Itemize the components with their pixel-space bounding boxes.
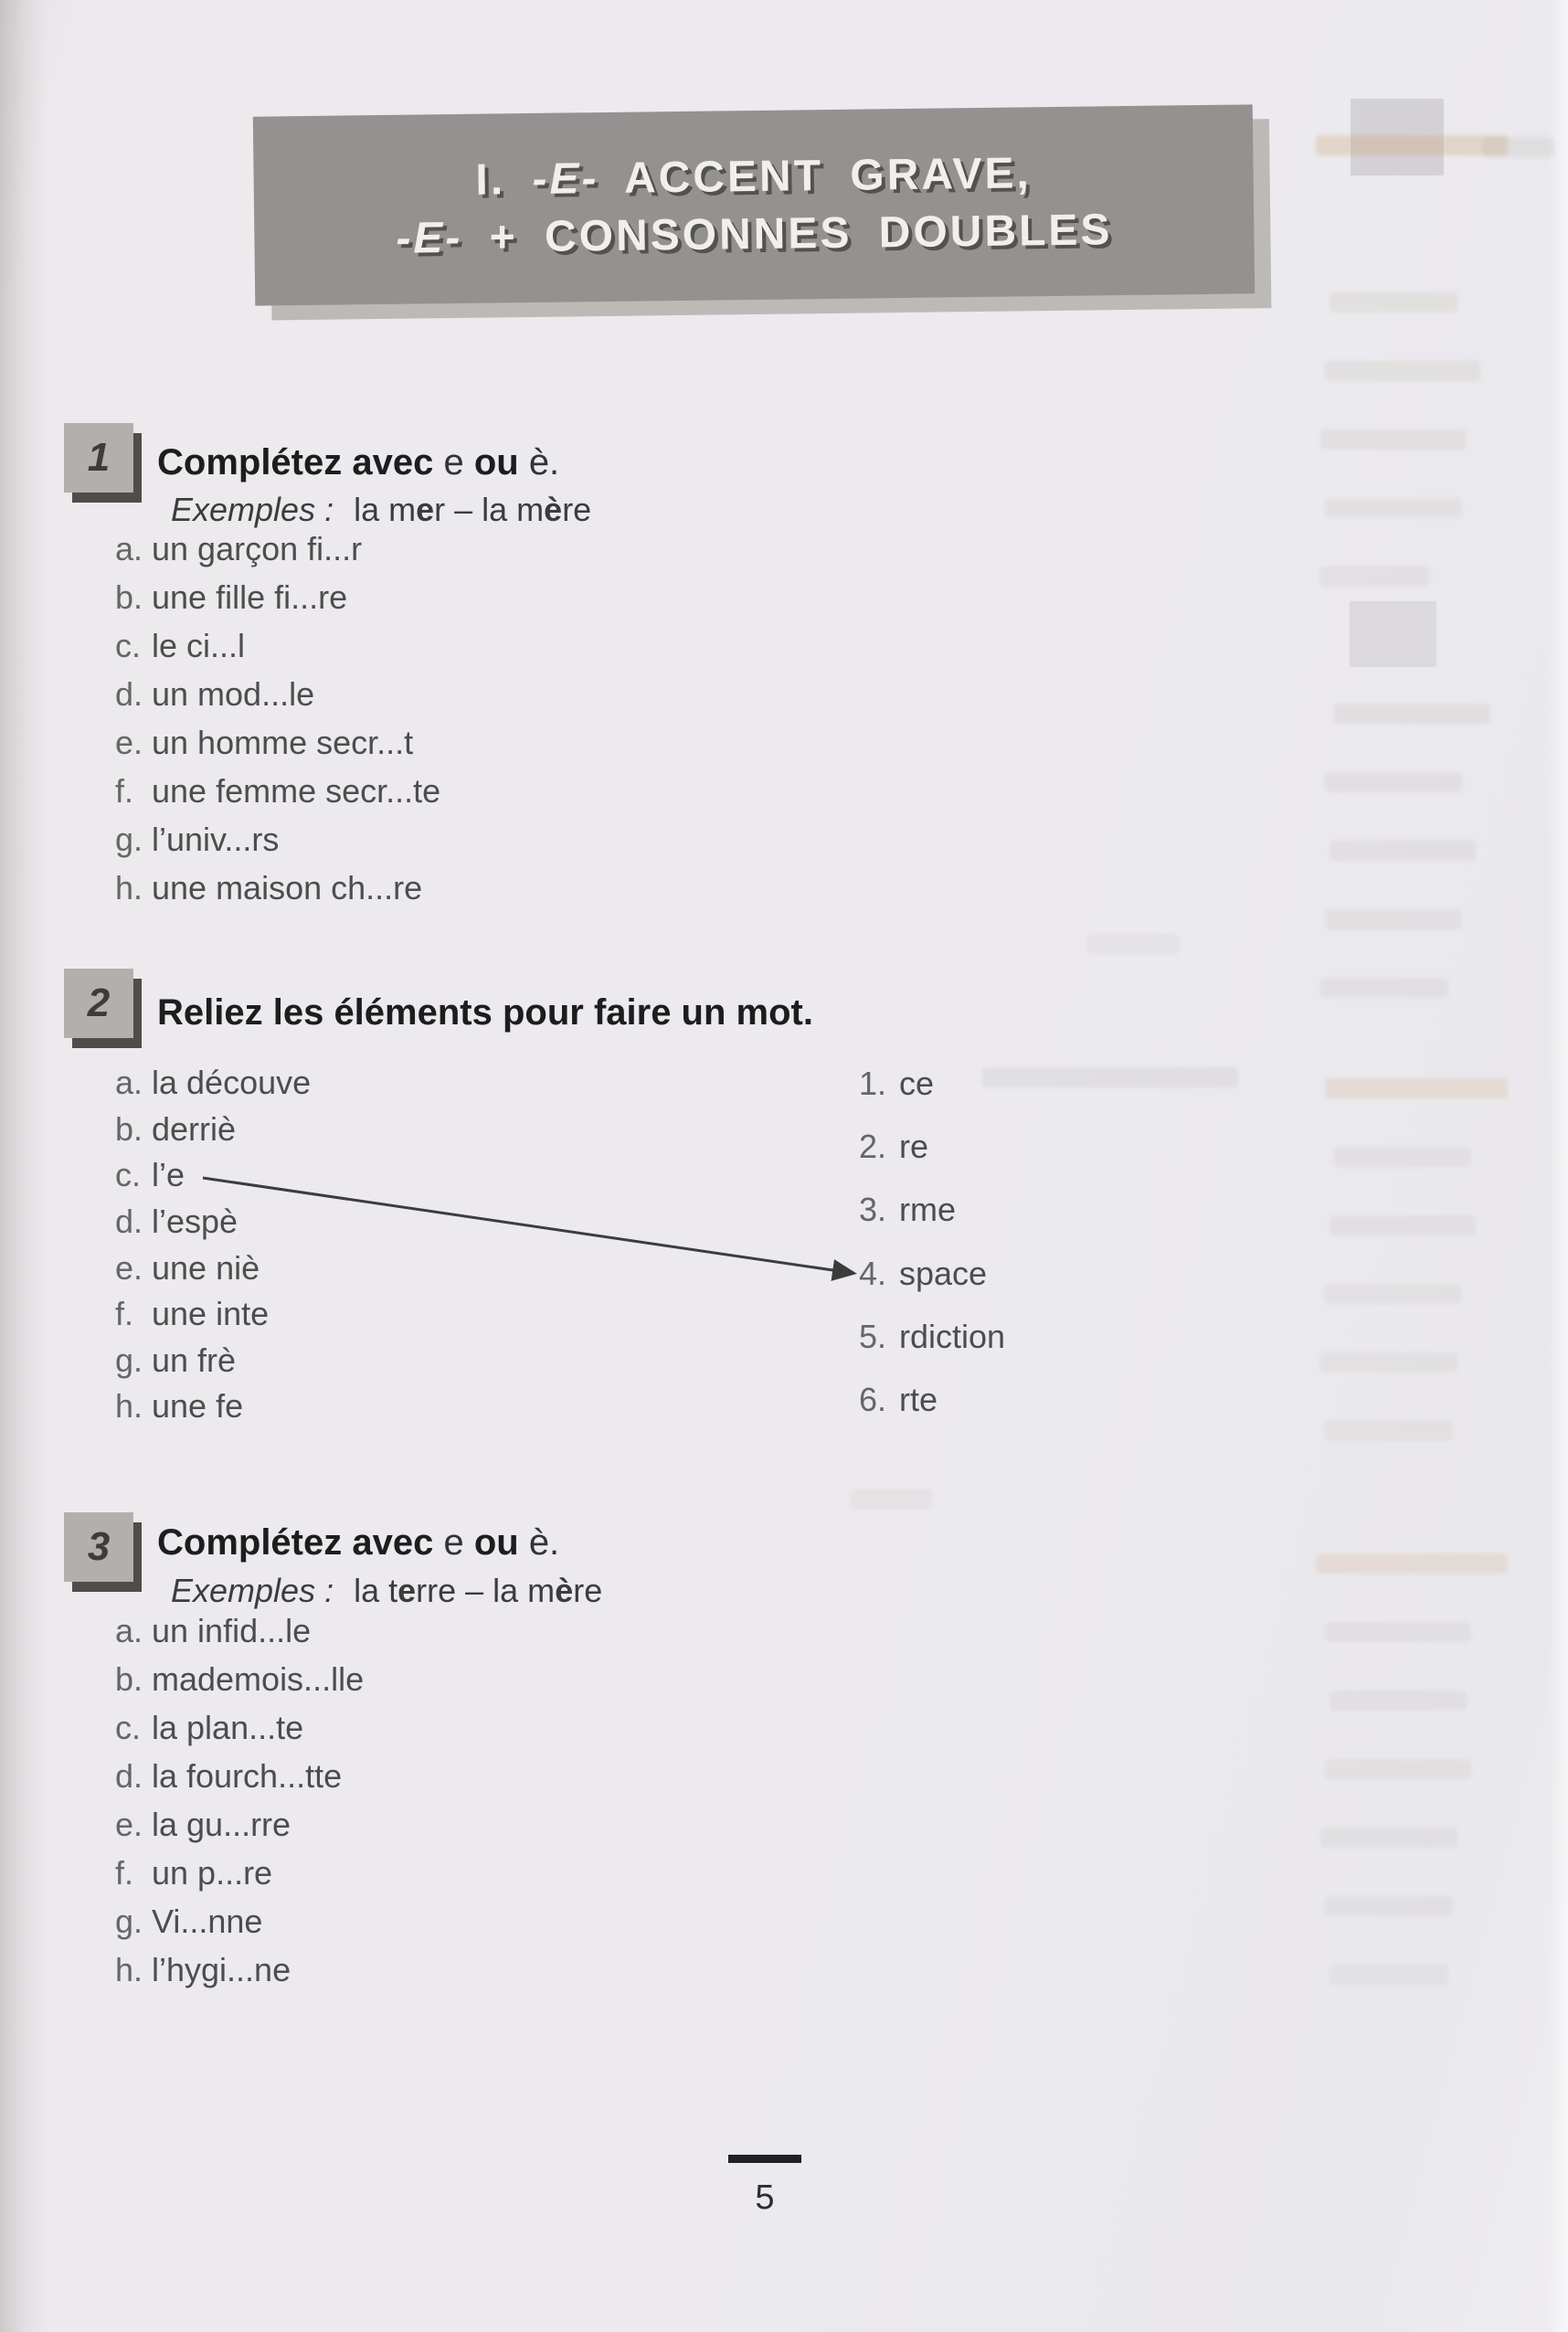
exercise-item: a. la découve: [115, 1064, 312, 1102]
exercise-item: c. l’e: [115, 1156, 185, 1194]
bleedthrough-smudge: [1320, 1352, 1457, 1373]
exercise-item: g. un frè: [115, 1341, 237, 1379]
bleedthrough-badge-ghost: [1350, 601, 1436, 667]
footer-rule: [728, 2155, 801, 2163]
bleedthrough-smudge: [1316, 1553, 1508, 1574]
exercise-item: b. une fille fi...re: [115, 578, 348, 616]
exercise-item: h. une fe: [115, 1387, 244, 1426]
exercise-3-badge: 3: [64, 1512, 133, 1582]
page-number: 5: [755, 2178, 775, 2217]
bleedthrough-smudge: [1325, 1078, 1508, 1098]
bleedthrough-smudge: [1325, 1284, 1462, 1304]
exercise-item: f. une femme secr...te: [115, 771, 441, 810]
bleedthrough-smudge: [1320, 567, 1430, 587]
exercise-2-badge: 2: [64, 969, 133, 1038]
exercise-item: 5. rdiction: [859, 1317, 1006, 1355]
exercise-2-title: Reliez les éléments pour faire un mot.: [157, 992, 813, 1033]
page-edge-highlight: [1548, 0, 1568, 2332]
bleedthrough-smudge: [1325, 1622, 1471, 1642]
exercise-3-example: Exemples : la terre – la mère: [171, 1572, 603, 1609]
exercise-item: b. mademois...lle: [115, 1659, 365, 1698]
chapter-banner: [253, 104, 1255, 305]
bleedthrough-smudge: [1325, 498, 1462, 518]
bleedthrough-smudge: [982, 1067, 1238, 1087]
exercise-item: 3. rme: [859, 1191, 956, 1229]
bleedthrough-smudge: [1330, 1965, 1448, 1985]
exercise-item: e. un homme secr...t: [115, 723, 414, 761]
bleedthrough-smudge: [1320, 429, 1467, 450]
exercise-item: 2. re: [859, 1127, 929, 1165]
bleedthrough-smudge: [1320, 978, 1448, 998]
bleedthrough-smudge: [1087, 934, 1179, 954]
exercise-1-example: Exemples : la mer – la mère: [171, 491, 592, 528]
bleedthrough-smudge: [1316, 135, 1508, 155]
exercise-2-right-column: [859, 1052, 1005, 1432]
bleedthrough-smudge: [1325, 909, 1462, 929]
bleedthrough-smudge: [1330, 1215, 1476, 1235]
exercise-item: f. un p...re: [115, 1853, 273, 1892]
exercise-1-items: [115, 525, 440, 912]
bleedthrough-smudge: [1330, 841, 1476, 861]
exercise-1-title: Complétez avec e ou è.: [157, 442, 560, 482]
exercise-item: g. Vi...nne: [115, 1902, 263, 1940]
exercise-item: h. l’hygi...ne: [115, 1950, 291, 1988]
exercise-item: d. un mod...le: [115, 674, 315, 713]
exercise-item: h. une maison ch...re: [115, 868, 423, 906]
chapter-title-line1: I. -E- ACCENT GRAVE,: [475, 148, 1033, 205]
exercise-item: f. une inte: [115, 1295, 270, 1333]
exercise-item: a. un infid...le: [115, 1611, 312, 1649]
bleedthrough-smudge: [1325, 1421, 1453, 1441]
exercise-item: 1. ce: [859, 1064, 935, 1102]
exercise-item: 6. rte: [859, 1381, 938, 1419]
exercise-item: c. le ci...l: [115, 626, 246, 664]
bleedthrough-smudge: [1334, 1147, 1471, 1167]
chapter-banner-plate: [253, 104, 1255, 305]
exercise-item: g. l’univ...rs: [115, 820, 280, 858]
exercise-item: d. la fourch...tte: [115, 1756, 343, 1795]
exercise-item: a. un garçon fi...r: [115, 529, 363, 567]
exercise-1-badge: 1: [64, 423, 133, 493]
exercise-item: c. la plan...te: [115, 1708, 304, 1746]
exercise-3-title: Complétez avec e ou è.: [157, 1522, 560, 1563]
exercise-item: b. derriè: [115, 1109, 237, 1148]
bleedthrough-smudge: [1320, 1828, 1457, 1848]
bleedthrough-smudge: [1334, 704, 1489, 724]
exercise-item: e. la gu...rre: [115, 1805, 291, 1843]
chapter-title-line2: -E- + CONSONNES DOUBLES: [396, 205, 1113, 263]
bleedthrough-smudge: [1482, 137, 1555, 157]
bleedthrough-smudge: [1325, 1759, 1471, 1779]
exercise-item: e. une niè: [115, 1248, 260, 1287]
exercise-3-items: [115, 1606, 364, 1994]
bleedthrough-smudge: [1325, 772, 1462, 792]
exercise-item: d. l’espè: [115, 1203, 238, 1241]
bleedthrough-smudge: [1325, 1896, 1453, 1916]
bleedthrough-smudge: [1330, 1691, 1467, 1711]
bleedthrough-smudge: [1325, 361, 1480, 381]
bleedthrough-smudge: [1330, 292, 1457, 313]
exercise-item: 4. space: [859, 1254, 988, 1292]
page-edge-shadow: [0, 0, 48, 2332]
match-line-arrow: [192, 1156, 868, 1293]
bleedthrough-smudge: [850, 1489, 932, 1510]
